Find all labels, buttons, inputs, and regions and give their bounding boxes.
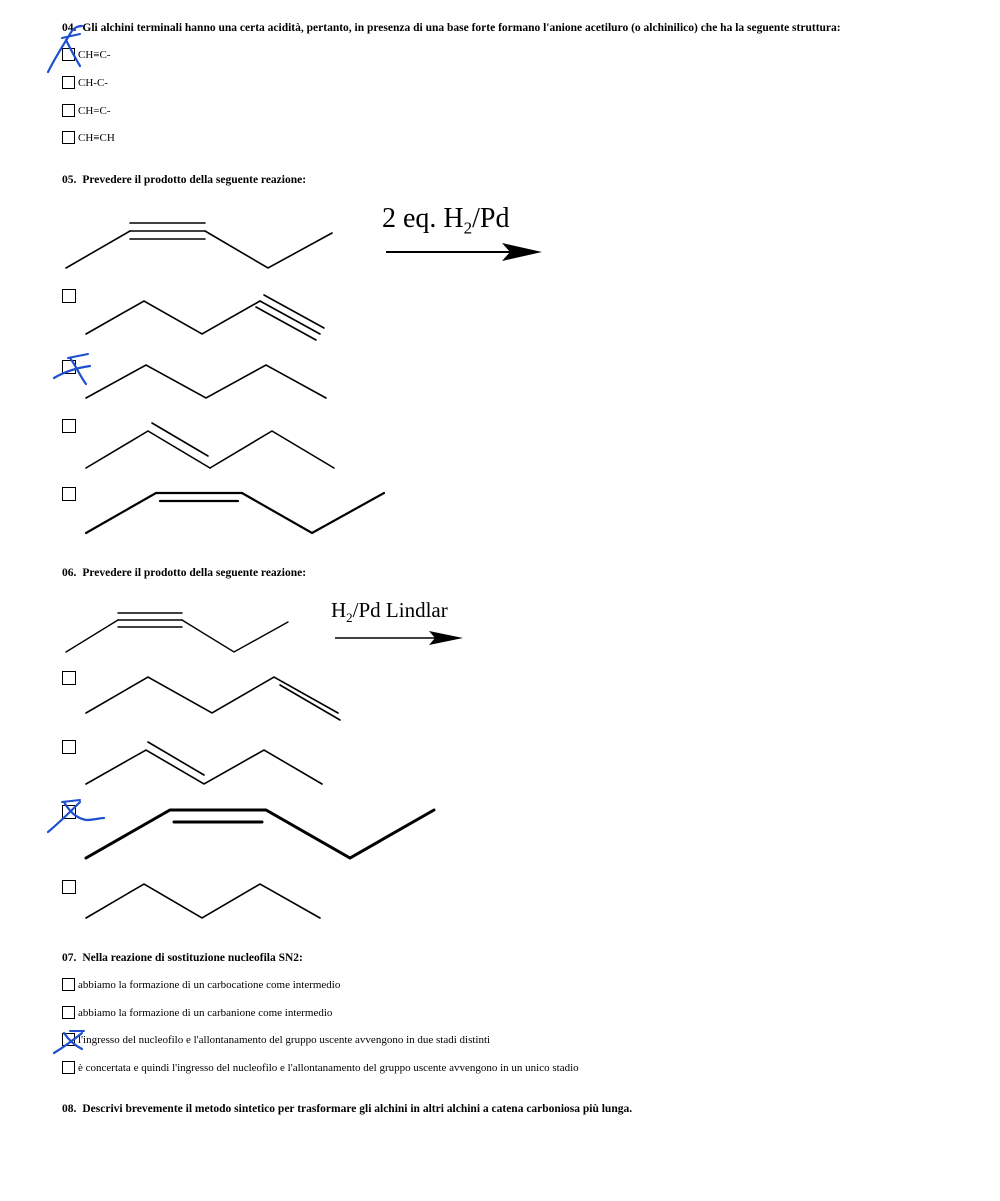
q07-option-2-label: abbiamo la formazione di un carbanione come intermedio: [78, 1006, 333, 1019]
q05-option-1-structure: [84, 295, 334, 345]
q07-title: [62, 952, 303, 964]
q05-pen-mark: [50, 350, 100, 390]
q06-checkbox-4[interactable]: [62, 880, 76, 894]
q05-checkbox-1[interactable]: [62, 289, 76, 303]
q07-pen-mark: [50, 1027, 100, 1057]
q08-text: Descrivi brevemente il metodo sintetico per trasformare gli alchini in altri alchini a catena carboniosa più lunga.: [82, 1103, 633, 1115]
q05-reagent-label: 2 eq. $H_2/Pd$: [382, 203, 510, 238]
q06-reactant-hex-2-yne: [62, 606, 302, 658]
q04-number: 04.: [62, 22, 77, 34]
q05-reactant-hex-2-yne: [62, 215, 342, 275]
q07-checkbox-1[interactable]: [62, 978, 75, 991]
q07-option-2[interactable]: [62, 1006, 332, 1019]
q07-option-3-label: l'ingresso del nucleofilo e l'allontanamento del gruppo uscente avvengono in due stadi distinti: [78, 1033, 491, 1046]
q06-pen-mark: [44, 798, 114, 838]
q07-option-1[interactable]: [62, 978, 340, 991]
q04-option-2-label: CH-C-: [78, 76, 108, 89]
q05-checkbox-4[interactable]: [62, 487, 76, 501]
q06-text: Prevedere il prodotto della seguente reazione:: [82, 567, 307, 579]
q07-option-4[interactable]: [62, 1061, 579, 1074]
q06-number: 06.: [62, 567, 77, 579]
q04-option-3[interactable]: [62, 104, 110, 117]
q08-title: [62, 1103, 632, 1115]
q06-reagent-label: $H_2/Pd$ Lindlar: [331, 598, 448, 626]
q05-reaction-arrow: [384, 240, 554, 264]
q07-checkbox-4[interactable]: [62, 1061, 75, 1074]
q06-title: [62, 567, 306, 579]
q05-checkbox-3[interactable]: [62, 419, 76, 433]
q04-text: Gli alchini terminali hanno una certa acidità, pertanto, in presenza di una base forte formano l'anione acetiluro (o alchinilico) che ha la seguente struttura:: [82, 22, 841, 34]
q06-reaction-arrow: [333, 628, 473, 648]
q08-number: 08.: [62, 1103, 77, 1115]
q05-option-3-structure: [84, 423, 344, 473]
q06-checkbox-1[interactable]: [62, 671, 76, 685]
q06-checkbox-2[interactable]: [62, 740, 76, 754]
q06-option-4-structure: [84, 882, 334, 922]
q05-title: [62, 174, 306, 186]
q07-option-1-label: abbiamo la formazione di un carbocatione come intermedio: [78, 978, 341, 991]
q04-option-4[interactable]: [62, 131, 115, 144]
q04-option-3-label: CH=C-: [78, 104, 111, 117]
q07-number: 07.: [62, 952, 77, 964]
q04-option-1-label: CH≡C-: [78, 48, 111, 61]
q06-option-3-structure: [84, 806, 444, 862]
q04-title: [62, 22, 841, 34]
q05-text: Prevedere il prodotto della seguente reazione:: [82, 174, 307, 186]
q07-checkbox-2[interactable]: [62, 1006, 75, 1019]
q06-option-1-structure: [84, 675, 344, 723]
q05-option-2-structure: [84, 363, 334, 405]
q07-option-4-label: è concertata e quindi l'ingresso del nucleofilo e l'allontanamento del gruppo uscente avvengono in un unico stadio: [78, 1061, 579, 1074]
q04-checkbox-4[interactable]: [62, 131, 75, 144]
q04-option-4-label: CH≡CH: [78, 131, 115, 144]
q06-option-2-structure: [84, 742, 334, 790]
q04-checkbox-3[interactable]: [62, 104, 75, 117]
q05-number: 05.: [62, 174, 77, 186]
q07-text: Nella reazione di sostituzione nucleofila SN2:: [82, 952, 303, 964]
q04-pen-mark: [42, 20, 102, 80]
q05-option-4-structure: [84, 487, 394, 537]
q07-option-3[interactable]: [62, 1033, 490, 1046]
